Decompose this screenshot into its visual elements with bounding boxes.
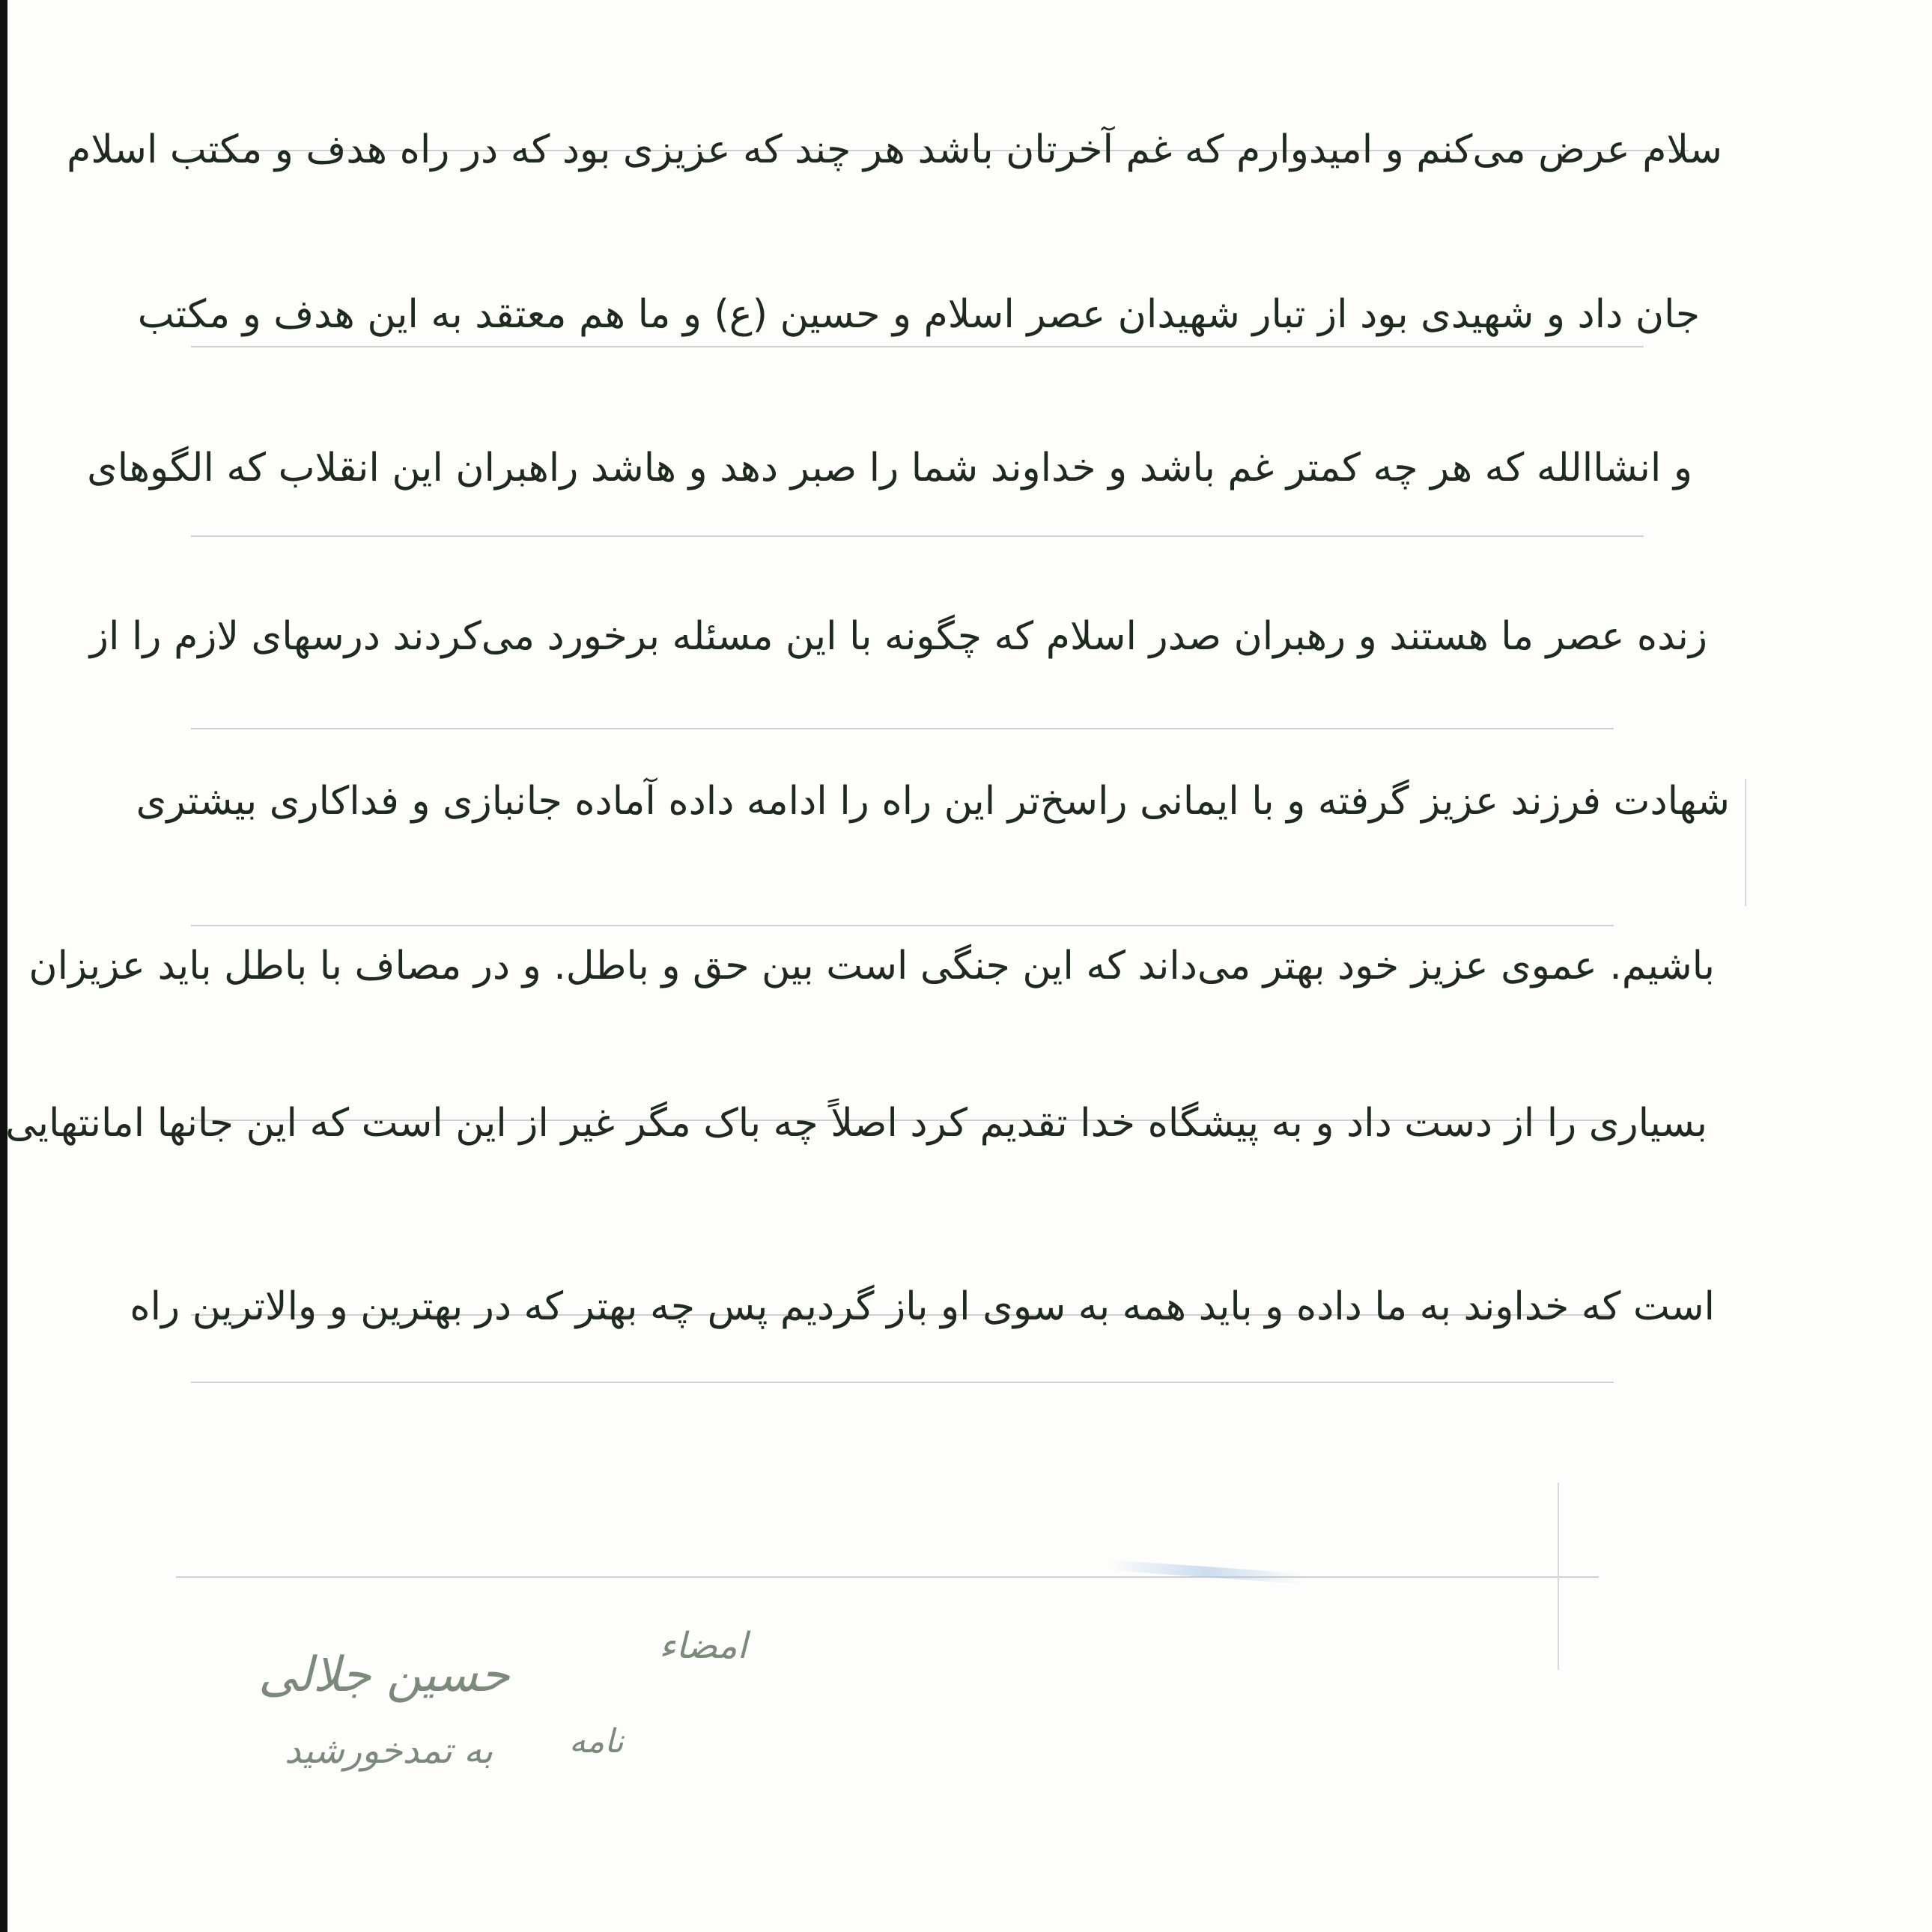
margin-line	[1558, 1483, 1559, 1670]
letter-line-6: باشیم. عموی عزیز خود بهتر می‌داند که این جنگی است بین حق و باطل. و در مصاف با باطل باید عزیزان	[28, 944, 1715, 988]
margin-line	[1745, 779, 1746, 906]
letter-line-3: و انشاالله که هر چه کمتر غم باشد و خداوند شما را صبر دهد و هاشد راهبران این انقلاب که الگوهای	[87, 446, 1692, 490]
ink-smudge	[1108, 1560, 1303, 1584]
scan-edge	[0, 0, 7, 1932]
letter-line-5: شهادت فرزند عزیز گرفته و با ایمانی راسخ‌تر این راه را ادامه داده آماده جانبازی و فداکاری بیشتری	[136, 779, 1730, 824]
letter-line-2: جان داد و شهیدی بود از تبار شهیدان عصر اسلام و حسین (ع) و ما هم معتقد به این هدف و مکتب	[137, 292, 1700, 337]
letter-line-1: سلام عرض می‌کنم و امیدوارم که غم آخرتان باشد هر چند که عزیزی بود که در راه هدف و مکتب اسلام	[67, 127, 1722, 172]
ruled-line	[176, 1576, 1599, 1578]
signature-line-3: به تمدخورشید	[285, 1730, 493, 1772]
ruled-line	[191, 346, 1644, 347]
signature-name-prefix: نامه	[569, 1722, 624, 1761]
letter-line-4: زنده عصر ما هستند و رهبران صدر اسلام که چگونه با این مسئله برخورد می‌کردند درسهای لازم را از	[89, 614, 1707, 659]
ruled-line	[191, 728, 1614, 729]
signature-label: امضاء	[659, 1625, 747, 1667]
ruled-line	[191, 535, 1644, 537]
letter-line-7: بسیاری را از دست داد و به پیشگاه خدا تقدیم کرد اصلاً چه باک مگر غیر از این است که این جانها امانتهایی	[5, 1101, 1707, 1146]
letter-line-8: است که خداوند به ما داده و باید همه به سوی او باز گردیم پس چه بهتر که در بهترین و والاترین راه	[130, 1284, 1715, 1329]
ruled-line	[191, 1382, 1614, 1383]
signature-name: حسین جلالی	[258, 1647, 510, 1703]
ruled-line	[191, 925, 1614, 926]
